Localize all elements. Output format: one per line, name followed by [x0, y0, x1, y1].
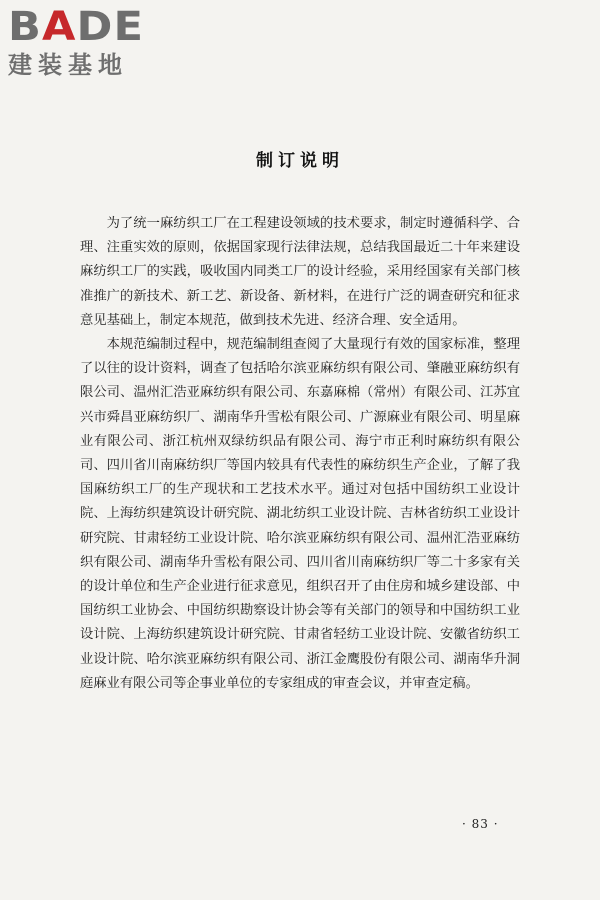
- logo-letter-b: B: [8, 4, 43, 50]
- logo-letters-de: DE: [76, 4, 145, 50]
- paragraph-1: 为了统一麻纺织工厂在工程建设领域的技术要求，制定时遵循科学、合理、注重实效的原则，依据国家现行法律法规，总结我国最近二十年来建设麻纺织工厂的实践，吸收国内同类工厂的设计经验，采用经国家有关部门核准推广的新技术、新工艺、新设备、新材料，在进行广泛的调查研究和征求意见基础上，制定本规范，做到技术先进、经济合理、安全适用。: [80, 216, 520, 328]
- page-number: · 83 ·: [462, 817, 499, 831]
- bade-logo: [8, 6, 178, 80]
- paragraph-2: 本规范编制过程中，规范编制组查阅了大量现行有效的国家标准，整理了以往的设计资料，调查了包括哈尔滨亚麻纺织有限公司、肇融亚麻纺织有限公司、温州汇浩亚麻纺织有限公司、东嘉麻棉（常州）有限公司、江苏宜兴市舜昌亚麻纺织厂、湖南华升雪松有限公司、广源麻业有限公司、明星麻业有限公司、浙江杭州双绿纺织品有限公司、海宁市正利时麻纺织有限公司、四川省川南麻纺织厂等国内较具有代表性的麻纺织生产企业，了解了我国麻纺织工厂的生产现状和工艺技术水平。通过对包括中国纺织工业设计院、上海纺织建筑设计研究院、湖北纺织工业设计院、吉林省纺织工业设计研究院、甘肃轻纺工业设计院、哈尔滨亚麻纺织有限公司、温州汇浩亚麻纺织有限公司、湖南华升雪松有限公司、四川省川南麻纺织厂等二十多家有关的设计单位和生产企业进行征求意见，组织召开了由住房和城乡建设部、中国纺织工业协会、中国纺织勘察设计协会等有关部门的领导和中国纺织工业设计院、上海纺织建筑设计研究院、甘肃省轻纺工业设计院、安徽省纺织工业设计院、哈尔滨亚麻纺织有限公司、浙江金鹰股份有限公司、湖南华升洞庭麻业有限公司等企事业单位的专家组成的审查会议，并审查定稿。: [80, 337, 520, 691]
- logo-wordmark: [8, 6, 192, 48]
- document-body: [80, 212, 520, 696]
- logo-letter-a: A: [42, 4, 77, 50]
- page-title: 制订说明: [256, 151, 344, 171]
- logo-subtitle: 建装基地: [8, 51, 128, 79]
